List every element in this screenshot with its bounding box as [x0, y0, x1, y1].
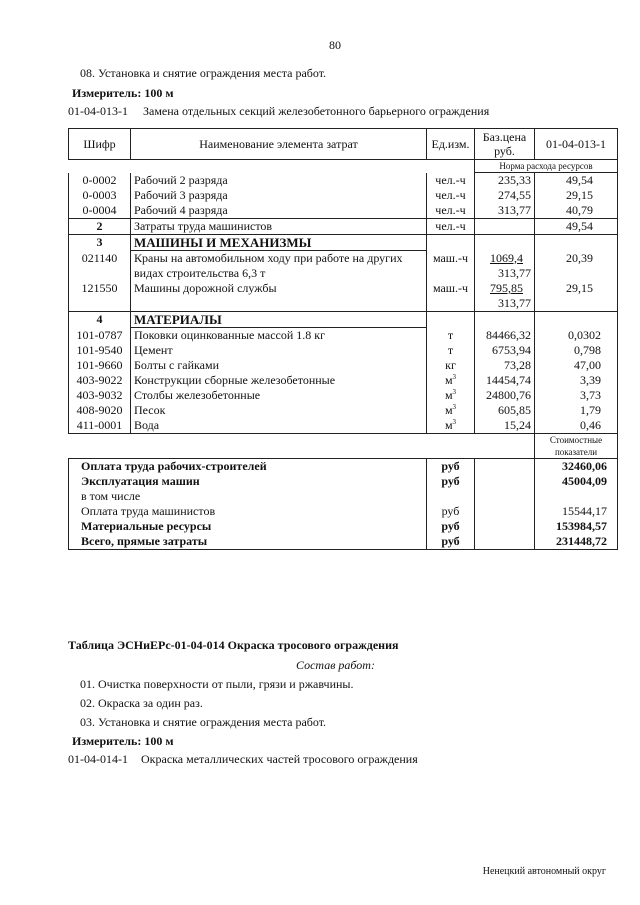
row-name: Рабочий 3 разряда — [131, 188, 427, 203]
row-price: 73,28 — [475, 358, 535, 373]
row-code: 0-0004 — [69, 203, 131, 219]
cost-value: 231448,72 — [535, 534, 618, 550]
row-price: 14454,74 — [475, 373, 535, 388]
row-price: 6753,94 — [475, 343, 535, 358]
cost-name: Материальные ресурсы — [69, 519, 427, 534]
row-price: 84466,32 — [475, 328, 535, 344]
row-name: Песок — [131, 403, 427, 418]
next-measure-unit: Измеритель: 100 м — [72, 734, 174, 748]
row-price — [475, 251, 535, 282]
table-row — [69, 403, 618, 418]
section-code: 4 — [69, 312, 131, 328]
section-title: МАТЕРИАЛЫ — [131, 312, 427, 328]
cost-name: Оплата труда рабочих-строителей — [69, 459, 427, 475]
section-code: 3 — [69, 235, 131, 251]
row-unit — [427, 328, 475, 344]
row-code: 2 — [69, 219, 131, 235]
section-title: МАШИНЫ И МЕХАНИЗМЫ — [131, 235, 427, 251]
row-price: 15,24 — [475, 418, 535, 434]
row-name: Конструкции сборные железобетонные — [131, 373, 427, 388]
table-row — [69, 418, 618, 434]
row-price-line: 795,85 — [490, 281, 523, 295]
row-code: 0-0003 — [69, 188, 131, 203]
row-unit: чел.-ч — [427, 203, 475, 219]
cost-value: 15544,17 — [535, 504, 618, 519]
measure-unit: Измеритель: 100 м — [72, 86, 174, 100]
cost-unit: руб — [427, 519, 475, 534]
row-price-line: 313,77 — [498, 296, 531, 310]
row-code: 101-9540 — [69, 343, 131, 358]
row-price — [475, 219, 535, 235]
unit-power: 3 — [452, 418, 457, 426]
row-name: Цемент — [131, 343, 427, 358]
header-code: Шифр — [69, 129, 131, 160]
unit-text: т — [447, 327, 454, 342]
row-unit — [427, 358, 475, 373]
row-value: 3,73 — [535, 388, 618, 403]
row-name: Рабочий 2 разряда — [131, 173, 427, 189]
cost-name: Оплата труда машинистов — [69, 504, 427, 519]
table-header-row — [69, 129, 618, 160]
cost-row — [69, 459, 618, 475]
composition-heading: Состав работ: — [296, 658, 375, 672]
cost-unit: руб — [427, 534, 475, 550]
row-unit: чел.-ч — [427, 173, 475, 189]
row-name: Поковки оцинкованные массой 1.8 кг — [131, 328, 427, 344]
section-row — [69, 312, 618, 328]
cost-row — [69, 519, 618, 534]
next-rate-title: Окраска металлических частей тросового ограждения — [141, 752, 418, 766]
work-item-08: 08. Установка и снятие ограждения места работ. — [80, 66, 327, 80]
row-name-line: видах строительства 6,3 т — [134, 266, 266, 280]
table-row — [69, 251, 618, 282]
cost-value: 153984,57 — [535, 519, 618, 534]
rate-code: 01-04-013-1 — [68, 104, 128, 118]
row-value: 40,79 — [535, 203, 618, 219]
row-unit: маш.-ч — [427, 251, 475, 282]
row-value: 0,46 — [535, 418, 618, 434]
row-code: 411-0001 — [69, 418, 131, 434]
composition-item: 03. Установка и снятие ограждения места работ. — [80, 715, 327, 729]
row-price: 274,55 — [475, 188, 535, 203]
row-price — [475, 281, 535, 312]
estimate-table — [68, 128, 618, 550]
row-code: 0-0002 — [69, 173, 131, 189]
cost-row — [69, 489, 618, 504]
row-value: 29,15 — [535, 188, 618, 203]
row-unit — [427, 418, 475, 434]
unit-power: 3 — [452, 388, 457, 396]
row-code: 403-9032 — [69, 388, 131, 403]
machinist-row — [69, 219, 618, 235]
row-name — [131, 251, 427, 282]
header-norm-code: 01-04-013-1 — [535, 129, 618, 160]
table-row — [69, 373, 618, 388]
unit-text: м — [444, 373, 453, 387]
cost-unit: руб — [427, 504, 475, 519]
row-unit — [427, 343, 475, 358]
cost-unit: руб — [427, 459, 475, 475]
rate-title: Замена отдельных секций железобетонного барьерного ограждения — [143, 104, 490, 118]
row-value: 0,798 — [535, 343, 618, 358]
row-price-line: 1069,4 — [490, 250, 523, 265]
row-price: 605,85 — [475, 403, 535, 418]
row-name: Столбы железобетонные — [131, 388, 427, 403]
row-value: 3,39 — [535, 373, 618, 388]
row-code: 403-9022 — [69, 373, 131, 388]
page-number: 80 — [329, 38, 341, 52]
table-row — [69, 328, 618, 344]
cost-including: в том числе — [69, 489, 427, 504]
row-unit — [427, 403, 475, 418]
row-value: 29,15 — [535, 281, 618, 312]
cost-row — [69, 504, 618, 519]
next-table-title: Таблица ЭСНиЕРс-01-04-014 Окраска тросового ограждения — [68, 638, 399, 652]
row-value: 49,54 — [535, 219, 618, 235]
unit-text: м — [444, 388, 453, 402]
table-row — [69, 388, 618, 403]
unit-power: 3 — [452, 403, 457, 411]
row-name: Вода — [131, 418, 427, 434]
unit-text: м — [444, 418, 453, 432]
composition-item: 02. Окраска за один раз. — [80, 696, 203, 710]
cost-label: Стоимостные показатели — [535, 434, 618, 459]
norm-label-row — [69, 160, 618, 173]
cost-name: Эксплуатация машин — [69, 474, 427, 489]
row-unit — [427, 373, 475, 388]
section-row — [69, 235, 618, 251]
row-value: 20,39 — [535, 251, 618, 282]
cost-value: 32460,06 — [535, 459, 618, 475]
row-code: 408-9020 — [69, 403, 131, 418]
cost-row — [69, 474, 618, 489]
cost-name: Всего, прямые затраты — [69, 534, 427, 550]
composition-item: 01. Очистка поверхности от пыли, грязи и ржавчины. — [80, 677, 354, 691]
table-row — [69, 343, 618, 358]
row-name: Болты с гайками — [131, 358, 427, 373]
row-unit: чел.-ч — [427, 219, 475, 235]
table-row — [69, 173, 618, 189]
row-name: Машины дорожной службы — [131, 281, 427, 312]
row-name: Затраты труда машинистов — [131, 219, 427, 235]
row-code: 101-0787 — [69, 328, 131, 344]
cost-value: 45004,09 — [535, 474, 618, 489]
table-row — [69, 188, 618, 203]
header-unit: Ед.изм. — [427, 129, 475, 160]
row-value: 47,00 — [535, 358, 618, 373]
page-footer: Ненецкий автономный округ — [482, 866, 606, 877]
row-name: Рабочий 4 разряда — [131, 203, 427, 219]
row-value: 0,0302 — [535, 328, 618, 344]
next-rate-code: 01-04-014-1 — [68, 752, 128, 766]
row-unit: чел.-ч — [427, 188, 475, 203]
row-code: 121550 — [69, 281, 131, 312]
unit-text: кг — [445, 358, 456, 372]
cost-label-row — [69, 434, 618, 459]
row-price: 24800,76 — [475, 388, 535, 403]
row-value: 1,79 — [535, 403, 618, 418]
unit-text: т — [447, 343, 454, 357]
row-code: 101-9660 — [69, 358, 131, 373]
header-name: Наименование элемента затрат — [131, 129, 427, 160]
norm-label: Норма расхода ресурсов — [475, 160, 618, 173]
table-row — [69, 281, 618, 312]
row-value: 49,54 — [535, 173, 618, 189]
row-unit: маш.-ч — [427, 281, 475, 312]
header-price: Баз.цена руб. — [475, 129, 535, 160]
row-unit — [427, 388, 475, 403]
cost-unit: руб — [427, 474, 475, 489]
row-price: 313,77 — [475, 203, 535, 219]
row-code: 021140 — [69, 251, 131, 282]
row-name-line: Краны на автомобильном ходу при работе на других — [134, 251, 403, 265]
cost-row — [69, 534, 618, 550]
row-price-line: 313,77 — [498, 265, 531, 280]
unit-text: м — [444, 403, 453, 417]
unit-power: 3 — [452, 373, 457, 381]
row-price: 235,33 — [475, 173, 535, 189]
table-row — [69, 358, 618, 373]
table-row — [69, 203, 618, 219]
